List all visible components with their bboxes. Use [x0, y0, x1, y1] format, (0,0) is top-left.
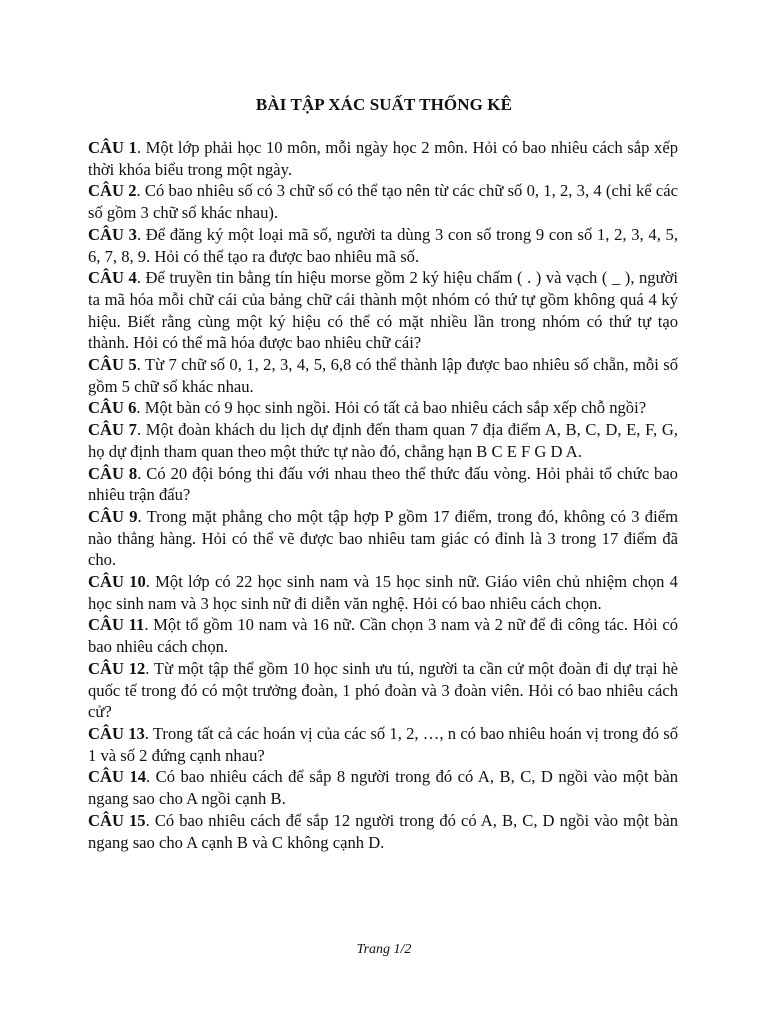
question-list: [88, 137, 678, 853]
question-text: . Một lớp phải học 10 môn, mỗi ngày học 2 môn. Hỏi có bao nhiêu cách sắp xếp thời khóa biểu trong một ngày.: [88, 138, 678, 179]
question-text: . Để truyền tin bằng tín hiệu morse gồm 2 ký hiệu chấm ( . ) và vạch ( _ ), người ta mã hóa mỗi chữ cái của bảng chữ cái thành một nhóm có thứ tự gồm không quá 4 ký hiệu. Biết rằng cùng một ký hiệu có thể có mặt nhiều lần trong nhóm có thứ tự tạo thành. Hỏi có thể mã hóa được bao nhiêu chữ cái?: [88, 268, 678, 353]
question-label: CÂU 4: [88, 268, 137, 288]
question-label: CÂU 14: [88, 767, 147, 787]
question-14: [88, 766, 678, 809]
question-label: CÂU 13: [88, 723, 145, 743]
question-label: CÂU 6: [88, 398, 137, 418]
question-1: [88, 137, 678, 180]
page-number: Trang 1/2: [356, 942, 412, 957]
question-3: [88, 224, 678, 267]
question-7: [88, 419, 678, 462]
question-label: CÂU 2: [88, 181, 137, 201]
question-15: [88, 810, 678, 853]
question-text: . Một đoàn khách du lịch dự định đến tham quan 7 địa điểm A, B, C, D, E, F, G, họ dự định tham quan theo một thức tự nào đó, chẳng hạn B C E F G D A.: [88, 420, 678, 461]
question-text: . Có bao nhiêu cách để sắp 12 người trong đó có A, B, C, D ngồi vào một bàn ngang sao cho A cạnh B và C không cạnh D.: [88, 810, 678, 852]
question-label: CÂU 8: [88, 463, 138, 483]
question-label: CÂU 1: [88, 138, 137, 157]
question-label: CÂU 12: [88, 658, 146, 678]
question-2: [88, 180, 678, 223]
question-label: CÂU 9: [88, 506, 138, 526]
document-title: BÀI TẬP XÁC SUẤT THỐNG KÊ: [255, 95, 513, 114]
question-label: CÂU 7: [88, 420, 137, 440]
question-text: . Một bàn có 9 học sinh ngồi. Hỏi có tất cả bao nhiêu cách sắp xếp chỗ ngồi?: [136, 398, 647, 418]
question-text: . Một tổ gồm 10 nam và 16 nữ. Cần chọn 3 nam và 2 nữ để đi công tác. Hỏi có bao nhiêu cách chọn.: [88, 615, 678, 657]
question-13: [88, 723, 678, 766]
question-text: . Từ 7 chữ số 0, 1, 2, 3, 4, 5, 6,8 có thể thành lập được bao nhiêu số chẵn, mỗi số gồm 5 chữ số khác nhau.: [88, 355, 678, 396]
question-text: . Từ một tập thể gồm 10 học sinh ưu tú, người ta cần cử một đoàn đi dự trại hè quốc tế trong đó có một trưởng đoàn, 1 phó đoàn và 3 đoàn viên. Hỏi có bao nhiêu cách cử?: [88, 658, 678, 722]
question-text: . Có bao nhiêu số có 3 chữ số có thể tạo nên từ các chữ số 0, 1, 2, 3, 4 (chỉ kể các số gồm 3 chữ số khác nhau).: [88, 181, 678, 223]
question-label: CÂU 10: [88, 572, 146, 592]
question-text: . Một lớp có 22 học sinh nam và 15 học sinh nữ. Giáo viên chủ nhiệm chọn 4 học sinh nam và 3 học sinh nữ đi diễn văn nghệ. Hỏi có bao nhiêu cách chọn.: [88, 572, 678, 613]
question-text: . Để đăng ký một loại mã số, người ta dùng 3 con số trong 9 con số 1, 2, 3, 4, 5, 6, 7, 8, 9. Hỏi có thể tạo ra được bao nhiêu mã số.: [88, 224, 678, 266]
question-10: [88, 571, 678, 614]
question-label: CÂU 15: [88, 810, 146, 830]
question-9: [88, 506, 678, 571]
question-text: . Có bao nhiêu cách để sắp 8 người trong đó có A, B, C, D ngồi vào một bàn ngang sao cho A ngồi cạnh B.: [88, 767, 678, 809]
question-11: [88, 614, 678, 657]
question-12: [88, 658, 678, 723]
question-label: CÂU 11: [88, 615, 145, 635]
question-label: CÂU 5: [88, 355, 137, 375]
question-8: [88, 463, 678, 506]
question-5: [88, 354, 678, 397]
question-4: [88, 267, 678, 354]
question-label: CÂU 3: [88, 224, 137, 244]
question-text: . Trong tất cả các hoán vị của các số 1, 2, …, n có bao nhiêu hoán vị trong đó số 1 và số 2 đứng cạnh nhau?: [88, 723, 679, 765]
question-text: . Trong mặt phẳng cho một tập hợp P gồm 17 điểm, trong đó, không có 3 điểm nào thẳng hàng. Hỏi có thể vẽ được bao nhiêu tam giác có đỉnh là 3 trong 17 điểm đã cho.: [88, 506, 678, 570]
question-text: . Có 20 đội bóng thi đấu với nhau theo thể thức đấu vòng. Hỏi phải tổ chức bao nhiêu trận đấu?: [88, 463, 678, 505]
question-6: [88, 397, 678, 419]
